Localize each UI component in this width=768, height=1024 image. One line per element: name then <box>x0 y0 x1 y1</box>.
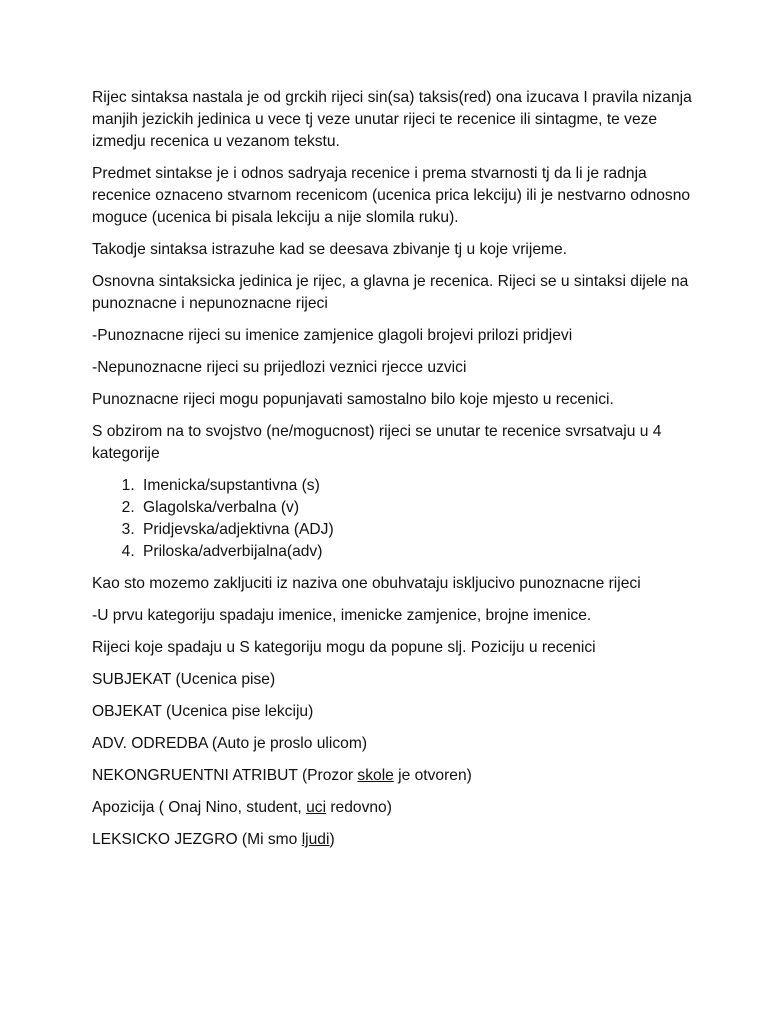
paragraph-s-category-positions: Rijeci koje spadaju u S kategoriju mogu da popune slj. Poziciju u recenici <box>92 639 596 656</box>
paragraph-syntax-time: Takodje sintaksa istrazuhe kad se deesava zbivanje tj u koje vrijeme. <box>92 241 567 258</box>
paragraph-punoznacne-fill: Punoznacne rijeci mogu popunjavati samostalno bilo koje mjesto u recenici. <box>92 391 614 408</box>
list-item: 3. Pridjevska/adjektivna (ADJ) <box>139 519 692 541</box>
list-item: 2. Glagolska/verbalna (v) <box>139 497 692 519</box>
text-segment: redovno) <box>326 799 392 816</box>
document-page <box>92 87 692 861</box>
text-segment: je otvoren) <box>393 767 472 784</box>
paragraph-syntax-definition: Rijec sintaksa nastala je od grckih rijeci sin(sa) taksis(red) ona izucava I pravila nizanja manjih jezickih jedinica u vece tj veze unutar rijeci te recenice ili sintagme, te veze izmedju recenica u vezanom tekstu. <box>92 89 692 150</box>
paragraph-adv-odredba: ADV. ODREDBA (Auto je proslo ulicom) <box>92 735 368 752</box>
paragraph-basic-unit: Osnovna sintaksicka jedinica je rijec, a glavna je recenica. Rijeci se u sintaksi dijele na punoznacne i nepunoznacne rijeci <box>92 273 689 312</box>
text-segment: Apozicija ( Onaj Nino, student, <box>92 799 307 816</box>
paragraph-nekongruentni-atribut <box>92 765 692 787</box>
underlined-word: uci <box>306 799 327 816</box>
paragraph-syntax-subject: Predmet sintakse je i odnos sadryaja recenice i prema stvarnosti tj da li je radnja recenice oznaceno stvarnom recenicom (ucenica prica lekciju) ili je nestvarno odnosno moguce (ucenica bi pisala lekciju a nije slomila ruku). <box>92 165 691 226</box>
underlined-word: ljudi <box>301 831 330 848</box>
text-segment: NEKONGRUENTNI ATRIBUT (Prozor <box>92 767 358 784</box>
paragraph-leksicko-jezgro <box>92 829 692 851</box>
categories-list <box>92 475 692 563</box>
paragraph-punoznacne: -Punoznacne rijeci su imenice zamjenice glagoli brojevi prilozi pridjevi <box>92 327 573 344</box>
paragraph-categories-intro: S obzirom na to svojstvo (ne/mogucnost) rijeci se unutar te recenice svrsatvaju u 4 kategorije <box>92 423 662 462</box>
underlined-word: skole <box>357 767 394 784</box>
text-segment: LEKSICKO JEZGRO (Mi smo <box>92 831 302 848</box>
paragraph-subjekat: SUBJEKAT (Ucenica pise) <box>92 671 276 688</box>
paragraph-apozicija <box>92 797 692 819</box>
paragraph-first-category: -U prvu kategoriju spadaju imenice, imenicke zamjenice, brojne imenice. <box>92 607 592 624</box>
list-item: 1. Imenicka/supstantivna (s) <box>139 475 692 497</box>
list-item: 4. Priloska/adverbijalna(adv) <box>139 541 692 563</box>
paragraph-nepunoznacne: -Nepunoznacne rijeci su prijedlozi veznici rjecce uzvici <box>92 359 467 376</box>
paragraph-conclusion: Kao sto mozemo zakljuciti iz naziva one obuhvataju iskljucivo punoznacne rijeci <box>92 575 641 592</box>
text-segment: ) <box>329 831 335 848</box>
paragraph-objekat: OBJEKAT (Ucenica pise lekciju) <box>92 703 314 720</box>
